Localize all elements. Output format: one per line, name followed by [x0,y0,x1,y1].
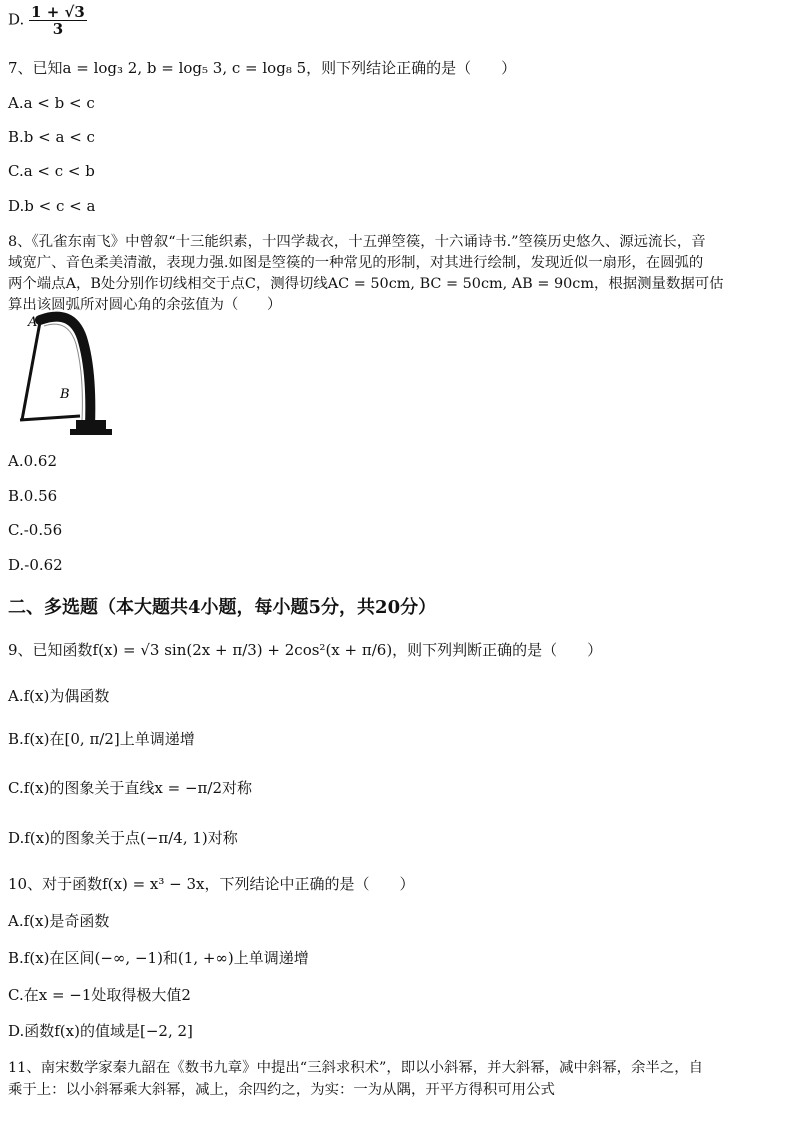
q10-option-a: A.f(x)是奇函数 [8,912,110,930]
q8-option-c: C.-0.56 [8,521,63,539]
section-title: 二、多选题（本大题共4小题，每小题5分，共20分） [8,597,437,618]
q7-option-a: A.a < b < c [8,94,95,112]
q8-option-d: D.-0.62 [8,556,63,574]
q8-stem-line-3: 两个端点A，B处分别作切线相交于点C，测得切线AC = 50cm, BC = 50cm, AB = 90cm，根据测量数据可估 [8,276,724,292]
fraction-denominator: 3 [52,20,64,38]
figure-label-a: A [28,315,38,330]
q8-stem-line-2: 域宽广、音色柔美清澈，表现力强.如图是箜篌的一种常见的形制，对其进行绘制，发现近似一扇形，在圆弧的 [8,255,704,271]
harp-tangent-line [22,322,40,420]
q8-stem-line-1: 8、《孔雀东南飞》中曾叙“十三能织素，十四学裁衣，十五弹箜篌，十六诵诗书.”箜篌历史悠久、源远流长，音 [8,234,706,250]
q9-option-d: D.f(x)的图象关于点(−π/4, 1)对称 [8,829,238,847]
option-label: D. [8,10,25,29]
q9-option-c: C.f(x)的图象关于直线x = −π/2对称 [8,779,253,797]
q8-option-a: A.0.62 [8,452,57,470]
q10-stem: 10、对于函数f(x) = x³ − 3x，下列结论中正确的是（ ） [8,875,415,893]
harp-strings [44,324,82,420]
q6-option-d [8,4,87,37]
q11-stem-line-1: 11、南宋数学家秦九韶在《数书九章》中提出“三斜求积术”，即以小斜幂，并大斜幂，减中斜幂，余半之，自 [8,1060,703,1076]
q7-option-c: C.a < c < b [8,162,95,180]
q11-stem-line-2: 乘于上：以小斜幂乘大斜幂，减上，余四约之，为实：一为从隅，开平方得积可用公式 [8,1082,555,1098]
q7-stem: 7、已知a = log₃ 2, b = log₅ 3, c = log₈ 5，则下列结论正确的是（ ） [8,59,517,77]
q10-option-d: D.函数f(x)的值域是[−2, 2] [8,1022,193,1040]
q8-stem-line-4: 算出该圆弧所对圆心角的余弦值为（ ） [8,297,282,313]
q7-option-b: B.b < a < c [8,128,95,146]
harp-foot [70,429,112,435]
q7-option-d: D.b < c < a [8,197,96,215]
q8-option-b: B.0.56 [8,487,58,505]
figure-label-b: B [60,387,70,402]
q9-stem: 9、已知函数f(x) = √3 sin(2x + π/3) + 2cos²(x + π/6)，则下列判断正确的是（ ） [8,641,603,659]
q9-option-a: A.f(x)为偶函数 [8,687,110,705]
harp-base-bar [20,416,80,420]
konghou-harp-figure [10,308,120,438]
fraction [29,4,87,37]
fraction-numerator: 1 + √3 [31,3,85,21]
q10-option-c: C.在x = −1处取得极大值2 [8,986,191,1004]
q10-option-b: B.f(x)在区间(−∞, −1)和(1, +∞)上单调递增 [8,949,309,967]
q9-option-b: B.f(x)在[0, π/2]上单调递增 [8,730,195,748]
